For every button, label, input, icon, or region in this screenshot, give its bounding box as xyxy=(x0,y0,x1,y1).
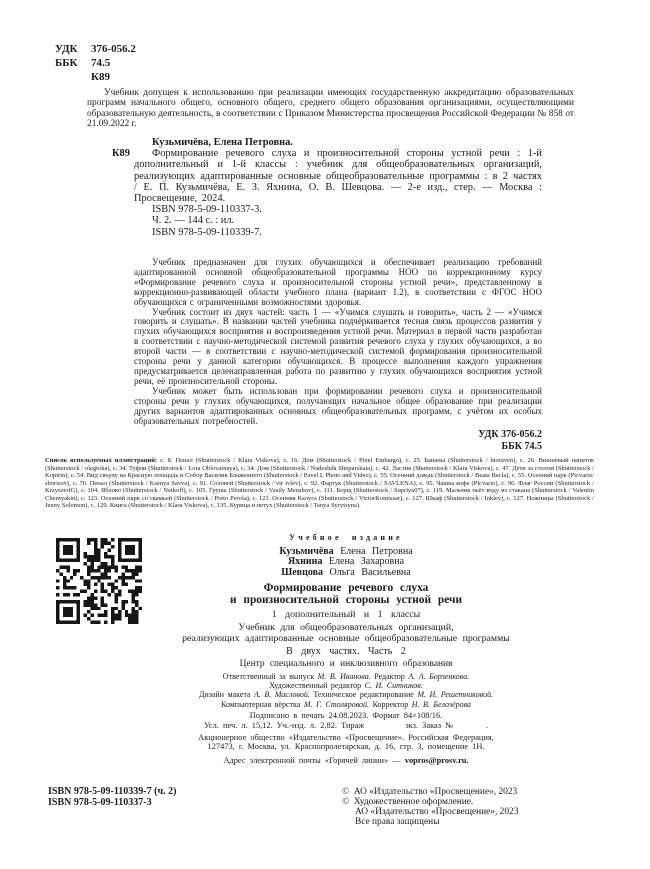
catalogue-card xyxy=(112,137,542,238)
udk-value: 376-056.2 xyxy=(91,43,136,55)
udk-row xyxy=(55,42,136,56)
editorial-credits xyxy=(90,672,602,709)
card-isbn-2: ISBN 978-5-09-110339-7. xyxy=(152,226,262,238)
editorial-line-1: Ответственный за выпуск М. В. Иванова. Редактор А. А. Борзенкова. xyxy=(222,671,470,681)
grade-line: 1 дополнительный и 1 классы xyxy=(271,608,421,620)
hotline-email: vopros@prosv.ru. xyxy=(404,756,469,766)
copyright-line-2: © Художественное оформление. xyxy=(342,797,474,807)
subtitle-line-2: реализующих адаптированные основные общеобразовательные программы xyxy=(182,632,510,644)
print-line-1: Подписано в печать 24.08.2023. Формат 84×108/16. xyxy=(249,710,443,720)
editorial-line-2: Художественный редактор С. И. Ситников. xyxy=(269,681,423,690)
imprint-author-1: Кузьмичёва Елена Петровна xyxy=(279,546,413,557)
subtitle-line-1: Учебник для общеобразовательных организаций, xyxy=(238,621,454,633)
udk-repeat: УДК 376-056.2 xyxy=(478,429,542,440)
editorial-line-4: Компьютерная вёрстка М. Г. Столяровой. Корректор Н. В. Белозёрова xyxy=(220,699,472,709)
imprint-author-3: Шевцова Ольга Васильевна xyxy=(281,566,411,578)
bbk-value: 74.5 xyxy=(91,57,111,69)
edition-type-heading: Учебное издание xyxy=(289,533,403,542)
editorial-line-3: Дизайн макета А. В. Масловой. Техническое редактирование М. И. Решетниковой. xyxy=(199,690,493,700)
card-hanging-code: К89 xyxy=(112,148,130,160)
hotline-prefix: Адрес электронной почты «Горячей линии» — xyxy=(223,756,405,766)
imprint-title-line-2: и произносительной стороны устной речи xyxy=(229,594,463,607)
print-data xyxy=(90,711,602,731)
footer-isbn-full: ISBN 978-5-09-110337-3 xyxy=(48,796,152,808)
center-line: Центр специального и инклюзивного образования xyxy=(239,658,453,669)
publisher-line-2: 127473, г. Москва, ул. Краснопролетарская, д. 16, стр. 3, помещение 1Н. xyxy=(207,742,485,752)
hotline-line xyxy=(90,756,602,766)
admission-paragraph: Учебник допущен к использованию при реализации имеющих государственную аккредитацию образовательных программ начального общего, основного общего, среднего общего образования организациями, осуществляющими образовательную деятельность, в соответствии с Приказом Министерства просвещения Российской Федерации № 858 от 21.09.2022 г. xyxy=(87,88,574,130)
credits-label: Список используемых иллюстраций: xyxy=(45,457,158,464)
card-description xyxy=(112,148,542,205)
copyright-line-3: АО «Издательство «Просвещение», 2023 xyxy=(355,807,519,817)
footer-isbn-part: ISBN 978-5-09-110339-7 (ч. 2) xyxy=(48,786,177,797)
bbk-row xyxy=(55,56,136,70)
annotation-paragraph-2: Учебник состоит из двух частей: часть 1 — «Учимся слушать и говорить», часть 2 — «Учимся говорить и слушать». В названии частей учебника подчёркивается тесная связь процессов развития у глухих обучающихся восприятия и воспроизведения устной речи. Материал в первой части разработан в соответствии с научно-методической системой развития речевого слуха у глухих обучающихся, а во второй части — в соответствии с научно-методической системой формирования произносительной стороны речи у данной категории обучающихся. В процессе выполнения каждого упражнения предусматривается целенаправленная работа по развитию у глухих обучающихся восприятия устной речи, её произносительной стороны. xyxy=(134,306,542,386)
bbk-label: ББК xyxy=(55,57,78,69)
copyright-sign-1: © xyxy=(342,787,350,797)
footer-copyright-block xyxy=(342,787,518,827)
parts-line: В двух частях. Часть 2 xyxy=(286,645,406,657)
publisher-line-1: Акционерное общество «Издательство «Просвещение». Российская Федерация, xyxy=(198,732,494,742)
codes-repeat xyxy=(478,429,542,452)
copyright-sign-2: © xyxy=(342,797,350,807)
card-author: Кузьмичёва, Елена Петровна. xyxy=(152,137,293,148)
card-isbn-1: ISBN 978-5-09-110337-3. xyxy=(152,204,262,216)
imprint-author-2: Яхнина Елена Захаровна xyxy=(287,556,405,568)
card-description-text: Формирование речевого слуха и произносительной стороны устной речи : 1-й дополнительный и 1-й классы : учебник для общеобразовательных организаций, реализующих адаптированные основные общеобразовательные программы : в 2 частях / Е. П. Кузьмичёва, Е. З. Яхнина, О. В. Шевцова. — 2-е изд., стер. — Москва : Просвещение, 2024. xyxy=(134,148,542,205)
card-part-line: Ч. 2. — 144 с. : ил. xyxy=(152,215,235,227)
print-line-2: Усл. печ. л. 15,12. Уч.-изд. л. 2,82. Тираж экз. Заказ № . xyxy=(204,720,488,730)
annotation-paragraph-1: Учебник предназначен для глухих обучающихся и обеспечивает реализацию требований адаптированной основной общеобразовательной программы НОО по коррекционному курсу «Формирование речевого слуха и произносительной стороны устной речи», представленному в коррекционно-развивающей области учебного плана (вариант 1.2), в соответствии с ФГОС НОО обучающихся с ограниченными возможностями здоровья. xyxy=(134,257,542,307)
annotation xyxy=(134,258,542,426)
footer-isbn-block xyxy=(48,787,176,809)
credits-text: с. 8. Пенал (Shutterstock / Klara Viskova), с. 16. Дом (Shutterstock / Pixel Embargo), с. 25. Бананы (Shutterstock / bioraven), с. 26. Вишнёвый напиток (Shutterstock / olegtoka), с. 34. Туфли (Shutterstock / Lora Oblovatnaya), с. 34. Дом (Shutterstock / Nadezhda Shuparskaia), с. 42. Ластик (Shutterstock / Klara Viskova), с. 47. Дети за столом (Shutterstock / Kopirin), с. 54. Вид сверху на Красную площадь и Собор Василия Блаженного (Shutterstock / Pavel L Photo and Video), с. 55. Осенний дождь (Shutterstock / Beata Becla), с. 55. Осенний парк (Picvario/ sborisov), с. 76. Пенал (Shutterstock / Ksenya Savva), с. 91. Соловей (Shutterstock / vir ivlev), с. 92. Фартук (Shutterstock / SAVLENA), с. 95. Чашка кофе (Picvario), с. 96. Флаг России (Shutterstock / KrzysztofG), с. 104. Яблоко (Shutterstock / Netkoff), с. 105. Груша (Shutterstock / Vasily Menshov), с. 111. Борщ (Shutterstock / Supriya07), с. 119. Мальчик пьёт воду из стакана (Shutterstock / Valentin Chernyakin), с. 123. Осенний парк со скамьей (Shutterstock / Preto Perola), с. 123. Осенняя Калуга (Shutterstock / VictorKomissar), с. 127. Шкаф (Shutterstock / Inkley), с. 127. Ножницы (Shutterstock / Jenny Solomon), с. 129. Книга (Shutterstock / Klara Viskova), с. 135. Курица и петух (Shutterstock / Tanya Syrytsyna). xyxy=(45,457,594,509)
catalogue-codes xyxy=(55,42,136,84)
imprint-title-line-1: Формирование речевого слуха xyxy=(263,581,429,594)
bbk-repeat: ББК 74.5 xyxy=(501,440,542,452)
annotation-paragraph-3: Учебник может быть использован при формировании речевого слуха и произносительной стороны речи у глухих обучающихся, получающих начальное общее образование при реализации других вариантов адаптированных основных общеобразовательных программ, с учётом их особых образовательных потребностей. xyxy=(134,385,542,426)
publisher-address xyxy=(90,733,602,752)
book-code-row xyxy=(55,70,136,84)
copyright-line-1: © АО «Издательство «Просвещение», 2023 xyxy=(342,787,518,797)
copyright-line-4: Все права защищены xyxy=(355,817,440,827)
illustration-credits xyxy=(45,457,594,510)
udk-label: УДК xyxy=(55,43,78,55)
book-code: К89 xyxy=(91,71,110,83)
imprint-section xyxy=(90,533,602,766)
